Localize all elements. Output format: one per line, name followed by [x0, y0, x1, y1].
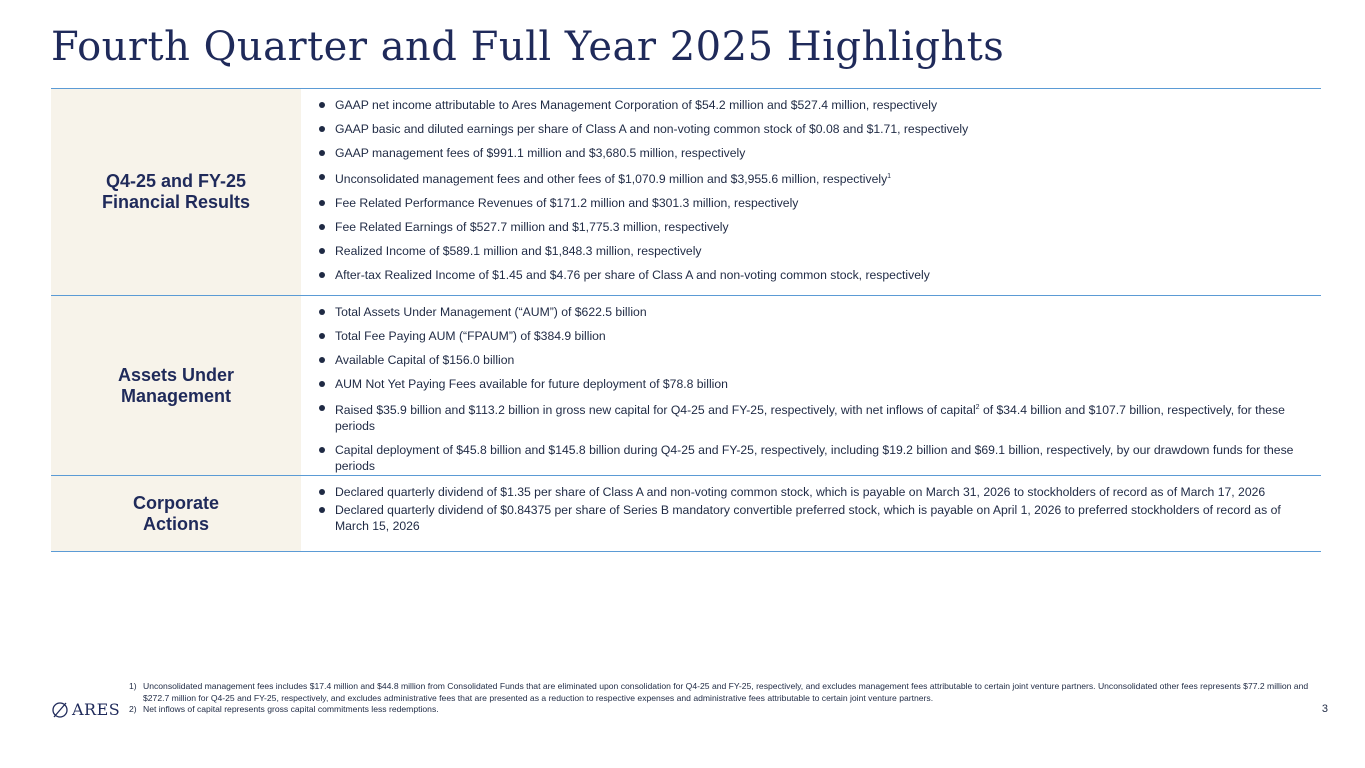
ares-logo [51, 700, 120, 719]
section-corporate-actions [51, 475, 1321, 552]
page-number: 3 [1321, 703, 1328, 715]
bullet-text: Unconsolidated management fees and other fees of $1,070.9 million and $3,955.6 million, respectively [335, 172, 888, 187]
bullet-item: Declared quarterly dividend of $1.35 per share of Class A and non-voting common stock, which is payable on March 31, 2026 to stockholders of record as of March 17, 2026 [311, 484, 1315, 500]
footnote-item [129, 704, 1309, 716]
bullet-item: GAAP basic and diluted earnings per share of Class A and non-voting common stock of $0.08 and $1.71, respectively [311, 121, 1315, 137]
bullet-item: Total Assets Under Management (“AUM”) of $622.5 billion [311, 304, 1315, 320]
page-title: Fourth Quarter and Full Year 2025 Highlights [51, 24, 1005, 70]
bullet-item: GAAP management fees of $991.1 million and $3,680.5 million, respectively [311, 145, 1315, 161]
bullet-text: of $34.4 billion and $107.7 billion, respectively, for these periods [335, 403, 1285, 434]
section-label [51, 89, 301, 295]
bullet-item: GAAP net income attributable to Ares Management Corporation of $54.2 million and $527.4 million, respectively [311, 97, 1315, 113]
bullet-list [311, 484, 1315, 534]
footnote-item [129, 681, 1309, 704]
bullet-text: Raised $35.9 billion and $113.2 billion in gross new capital for Q4-25 and FY-25, respectively, with net inflows of capital [335, 403, 976, 418]
section-label [51, 296, 301, 475]
section-financial-results [51, 88, 1321, 295]
bullet-item: Capital deployment of $45.8 billion and $145.8 billion during Q4-25 and FY-25, respectively, including $19.2 billion and $69.1 billion, respectively, by our drawdown funds for these periods [311, 442, 1315, 474]
ares-mark-icon [51, 701, 69, 719]
section-aum [51, 295, 1321, 475]
bullet-item: After-tax Realized Income of $1.45 and $4.76 per share of Class A and non-voting common stock, respectively [311, 267, 1315, 283]
section-label-text: Assets Under Management [117, 364, 235, 406]
section-label-text: Corporate Actions [132, 492, 219, 534]
bullet-item [311, 169, 1315, 187]
footnote-number: 1) [129, 681, 137, 691]
footnote-text: Unconsolidated management fees includes $17.4 million and $44.8 million from Consolidated Funds that are eliminated upon consolidation for Q4-25 and FY-25, respectively, and excludes management fees attributable to certain joint venture partners. Unconsolidated other fees represents $77.2 million and $272.7 million for Q4-25 and FY-25, respectively, and excludes administrative fees that are presented as a reduction to respective expenses and administrative fees attributable to certain joint venture partners. [143, 681, 1309, 703]
footnote-text: Net inflows of capital represents gross capital commitments less redemptions. [143, 704, 439, 714]
bullet-item: Fee Related Performance Revenues of $171.2 million and $301.3 million, respectively [311, 195, 1315, 211]
bullet-item: Realized Income of $589.1 million and $1,848.3 million, respectively [311, 243, 1315, 259]
section-label [51, 476, 301, 551]
footnote-number: 2) [129, 704, 137, 714]
bullet-item [311, 400, 1315, 434]
bullet-item: Total Fee Paying AUM (“FPAUM”) of $384.9 billion [311, 328, 1315, 344]
bullet-item: AUM Not Yet Paying Fees available for future deployment of $78.8 billion [311, 376, 1315, 392]
bullet-list [311, 97, 1315, 283]
logo-text: ARES [72, 700, 121, 719]
footnotes [129, 681, 1309, 716]
section-content [301, 296, 1321, 475]
highlights-table [51, 88, 1321, 552]
bullet-list [311, 304, 1315, 474]
section-content [301, 476, 1321, 551]
bullet-item: Declared quarterly dividend of $0.84375 per share of Series B mandatory convertible preferred stock, which is payable on April 1, 2026 to preferred stockholders of record as of March 15, 2026 [311, 502, 1315, 534]
bullet-item: Available Capital of $156.0 billion [311, 352, 1315, 368]
footnote-ref: 1 [887, 173, 892, 180]
footnote-ref: 2 [975, 404, 980, 411]
section-content [301, 89, 1321, 295]
section-label-text: Q4-25 and FY-25 Financial Results [101, 171, 251, 212]
bullet-item: Fee Related Earnings of $527.7 million and $1,775.3 million, respectively [311, 219, 1315, 235]
